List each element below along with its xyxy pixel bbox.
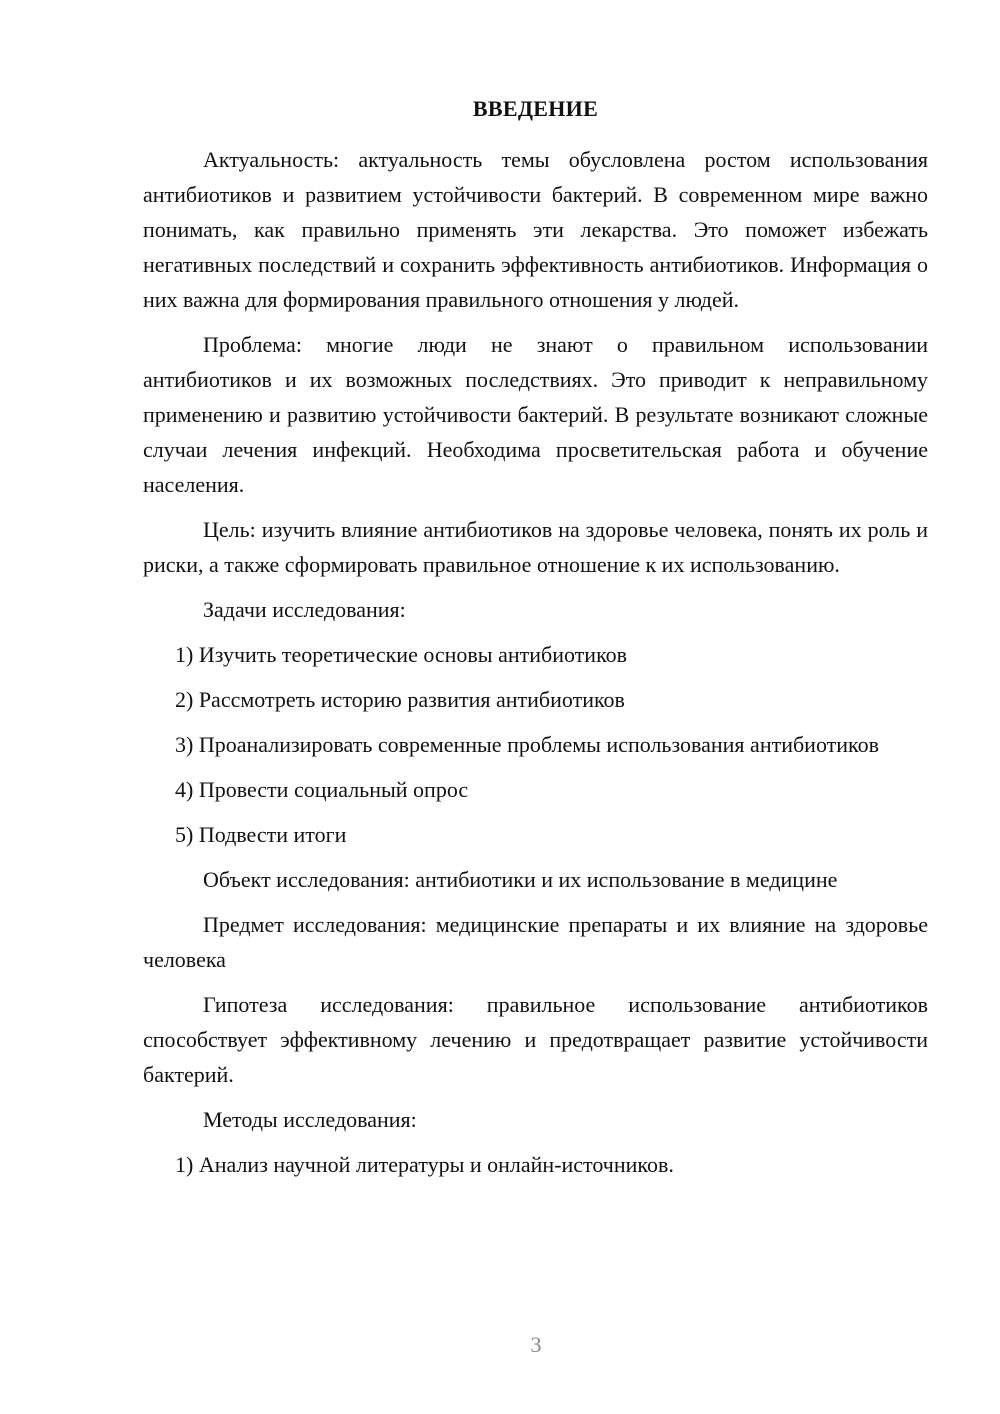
hypothesis-paragraph: Гипотеза исследования: правильное использование антибиотиков способствует эффективному лечению и предотвращает развитие устойчивости бактерий. [143, 992, 928, 1087]
method-item-1: 1) Анализ научной литературы и онлайн-источников. [175, 1152, 674, 1177]
problem-paragraph: Проблема: многие люди не знают о правильном использовании антибиотиков и их возможных последствиях. Это приводит к неправильному применению и развитию устойчивости бактерий. В результате возникают сложные случаи лечения инфекций. Необходима просветительская работа и обучение населения. [143, 332, 928, 497]
section-title: ВВЕДЕНИЕ [472, 96, 599, 121]
task-item-5: 5) Подвести итоги [175, 822, 347, 847]
task-item-4: 4) Провести социальный опрос [175, 777, 469, 802]
goal-paragraph: Цель: изучить влияние антибиотиков на здоровье человека, понять их роль и риски, а также сформировать правильное отношение к их использованию. [143, 517, 928, 577]
task-item-1: 1) Изучить теоретические основы антибиотиков [175, 642, 628, 667]
subject-paragraph: Предмет исследования: медицинские препараты и их влияние на здоровье человека [143, 912, 928, 972]
task-item-2: 2) Рассмотреть историю развития антибиотиков [175, 687, 625, 712]
document-page [143, 94, 928, 1192]
task-item-3: 3) Проанализировать современные проблемы использования антибиотиков [175, 732, 879, 757]
tasks-heading: Задачи исследования: [203, 597, 406, 622]
object-paragraph: Объект исследования: антибиотики и их использование в медицине [203, 867, 838, 892]
page-number: 3 [530, 1332, 542, 1357]
relevance-paragraph: Актуальность: актуальность темы обусловлена ростом использования антибиотиков и развитием устойчивости бактерий. В современном мире важно понимать, как правильно применять эти лекарства. Это поможет избежать негативных последствий и сохранить эффективность антибиотиков. Информация о них важна для формирования правильного отношения у людей. [143, 147, 928, 312]
methods-heading: Методы исследования: [203, 1107, 417, 1132]
